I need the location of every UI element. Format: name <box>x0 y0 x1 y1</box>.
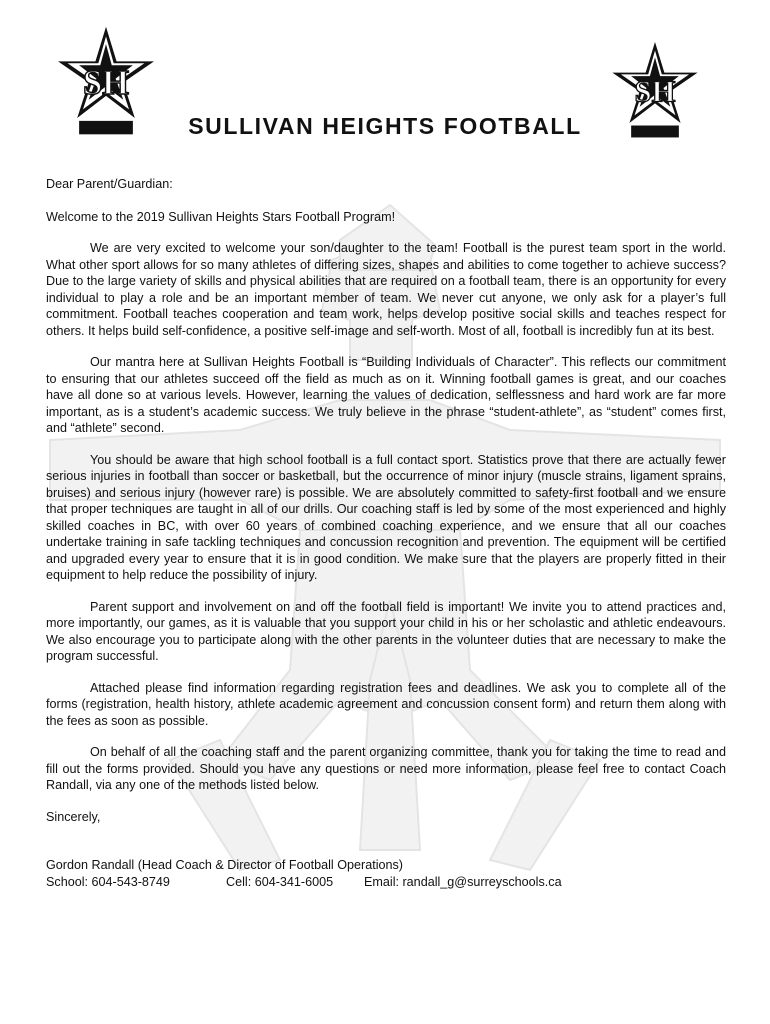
sh-star-logo-right <box>612 42 698 140</box>
logo-lettering-left: SH <box>82 64 130 102</box>
paragraph-6: On behalf of all the coaching staff and the parent organizing committee, thank you for taking the time to read and fill out the forms provided. Should you have any questions or need more information, please feel free to contact Coach Randall, via any one of the methods listed below. <box>46 745 726 792</box>
logo-lettering-right: SH <box>634 74 676 109</box>
salutation: Dear Parent/Guardian: <box>46 177 173 191</box>
letter-body <box>46 176 726 890</box>
contact-line <box>46 874 726 891</box>
page-title: SULLIVAN HEIGHTS FOOTBALL <box>188 113 582 139</box>
welcome-line: Welcome to the 2019 Sullivan Heights Stars Football Program! <box>46 209 396 224</box>
paragraph-5: Attached please find information regarding registration fees and deadlines. We ask you to complete all of the forms (registration, health history, athlete academic agreement and concussion consent form) and return them along with the fees as soon as possible. <box>46 680 726 728</box>
signature: Gordon Randall (Head Coach & Director of Football Operations) <box>46 858 403 872</box>
paragraph-3: You should be aware that high school football is a full contact sport. Statistics prove that there are actually fewer serious injuries in football than soccer or basketball, but the occurrence of minor injury (muscle strains, ligament sprains, bruises) and serious injury (however rare) is possible. We are absolutely committed to safety-first football and we ensure that proper techniques are taught in all of our drills. Our coaching staff is led by some of the most experienced and highly skilled coaches in BC, with over 60 years of combined coaching experience, and we ensure that all our coaches undertake training in safe tackling techniques and concussion recognition and prevention. The equipment will be certified and upgraded every year to ensure that it is in good condition. We make sure that the players are properly fitted in their equipment to help reduce the possibility of injury. <box>46 452 726 582</box>
cell-phone: Cell: 604-341-6005 <box>226 874 334 889</box>
paragraph-1: We are very excited to welcome your son/daughter to the team! Football is the purest team sport in the world. What other sport allows for so many athletes of differing sizes, shapes and abilities to come together to achieve success? Due to the large variety of skills and physical abilities that are required on a football team, there is an opportunity for every individual to play a role and be an important member of team. We never cut anyone, we only ask for a player’s full commitment. Football teaches cooperation and team work, helps develop positive social skills and teaches respect for others. It helps build self-confidence, a positive self-image and self-worth. Most of all, football is incredibly fun at its best. <box>46 241 726 338</box>
email-address: Email: randall_g@surreyschools.ca <box>364 874 562 889</box>
paragraph-4: Parent support and involvement on and off the football field is important! We invite you to attend practices and, more importantly, our games, as it is valuable that you support your child in his or her scholastic and athletic endeavours. We also encourage you to participate along with the other parents in the volunteer duties that are necessary to make the program successful. <box>46 599 726 663</box>
paragraph-2: Our mantra here at Sullivan Heights Football is “Building Individuals of Character”. This reflects our commitment to ensuring that our athletes succeed off the field as much as on it. Winning football games is great, and our coaches have all done so at various levels. However, learning the values of dedication, selflessness and hard work are far more important, as is a student’s academic success. We truly believe in the phrase “student-athlete”, as “student” comes first, and “athlete” second. <box>46 355 726 435</box>
sh-star-logo-left <box>58 26 154 138</box>
closing: Sincerely, <box>46 809 101 824</box>
school-phone: School: 604-543-8749 <box>46 874 170 889</box>
